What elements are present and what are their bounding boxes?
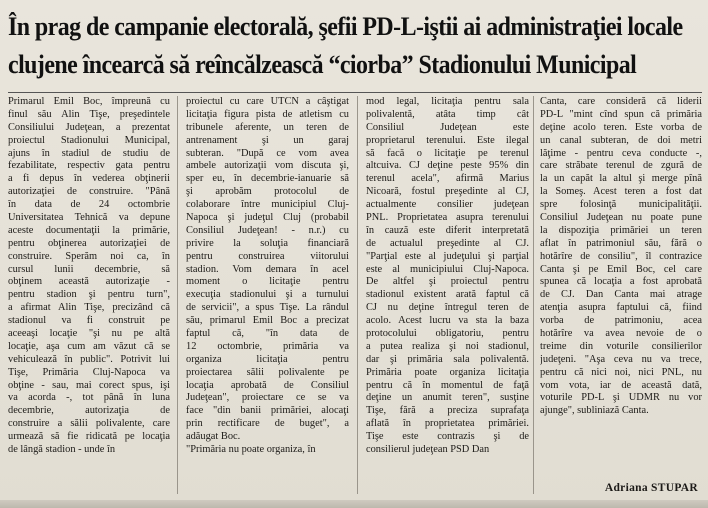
headline-line-1: În prag de campanie electorală, şefii PD-L-iştii ai administraţiei locale — [8, 12, 683, 41]
article-text-line: vom vota, iar de această dată, — [540, 379, 702, 391]
article-text-line: polivalentă, atâta timp cât — [366, 108, 529, 120]
article-text-line: pentru că nici noi, nici PNL, nu — [540, 366, 702, 378]
article-text-line: care străbate terenul de zgură de — [540, 160, 702, 172]
article-text-line: locaţia aprobată de Consiliul — [186, 379, 349, 391]
article-text-line: organiza licitaţia pentru — [186, 353, 349, 365]
article-text-line: la Someş. Acest teren a fost dat — [540, 186, 702, 198]
article-text-line: proiectul Stadionului Municipal, — [8, 134, 170, 146]
article-text-line: Consiliul Judeţean! - n.r.) cu — [186, 224, 349, 236]
article-text-line: adăugat Boc. — [186, 431, 241, 443]
article-text-line: De altfel şi proiectul pentru — [366, 276, 529, 288]
article-text-line: urmează să fie ridicată pe locaţia — [8, 431, 170, 443]
article-text-line: colaborare între municipiul Cluj- — [186, 199, 349, 211]
article-text-line: Consiliul Judeţean este — [366, 121, 529, 133]
article-headline — [8, 8, 683, 84]
article-text-line: a afirmat Alin Tişe, precizând că — [8, 302, 170, 314]
article-text-line: şi aprobăm protocolul de — [186, 186, 349, 198]
article-text-line: hotărîre de consiliu", îl contrazice — [540, 250, 702, 262]
article-text-line: la dispoziţia primăriei un teren — [540, 224, 702, 236]
article-text-line: lăţime - pentru ceva conducte -, — [540, 147, 702, 159]
article-text-line: Napoca şi judeţul Cluj (probabil — [186, 212, 349, 224]
article-text-line: va acorda -, tot până în luna — [8, 392, 170, 404]
article-text-line: cursul lunii decembrie, să — [8, 263, 170, 275]
article-text-line: "Parţial este al judeţului şi parţial — [366, 250, 529, 262]
article-text-line: pentru obţinerea autorizaţiei de — [8, 237, 170, 249]
article-text-line: protocolului obligatoriu, pentru — [366, 328, 529, 340]
article-text-line: de lângă stadion - unde în — [8, 444, 116, 456]
article-text-line: un canal subteran, de doi metri — [540, 134, 702, 146]
headline-line-2: clujene încearcă să reîncălzească “ciorba” Stadionului Municipal — [8, 50, 637, 79]
article-text-line: aflată în proprietatea primăriei. — [366, 418, 529, 430]
article-text-line: pentru construirea viitorului — [186, 250, 349, 262]
article-column-3 — [366, 96, 529, 457]
article-text-line: vorba de patrimoniu, acea — [540, 315, 702, 327]
article-text-line: PD-L "mint cînd spun că primăria — [540, 108, 702, 120]
article-text-line: a putea realiza şi noi stadionul, — [366, 340, 529, 352]
article-text-line: aceeaşi locaţie "şi nu pe altă — [8, 328, 170, 340]
article-text-line: autorizaţiei de construire. "Până — [8, 186, 170, 198]
article-text-line: prin rectificare de buget", a — [186, 418, 349, 430]
article-text-line: acolo. Acest lucru va sta la baza — [366, 315, 529, 327]
article-text-line: stadionul existent arată faptul că — [366, 289, 529, 301]
article-text-line: ajuns în stadiul de studiu de — [8, 147, 170, 159]
article-text-line: obţinem această autorizaţie - — [8, 276, 170, 288]
article-text-line: pentru stadion şi pentru turn", — [8, 289, 170, 301]
article-text-line: la un capăt la altul şi merge pînă — [540, 173, 702, 185]
article-text-line: voturile PD-L şi UDMR nu vor — [540, 392, 702, 404]
article-column-1 — [8, 96, 170, 457]
article-text-line: execuţia stadionului şi a turnului — [186, 289, 349, 301]
article-text-line: stadion. Vom demara în acel — [186, 263, 349, 275]
article-text-line: obţine - sau, mai corect spus, işi — [8, 379, 170, 391]
article-text-line: proprietarul terenului. Este ilegal — [366, 134, 529, 146]
article-text-line: a fi depus în vederea obţinerii — [8, 173, 170, 185]
article-text-line: Canta, care consideră că liderii — [540, 96, 702, 107]
article-text-line: ajunge", subliniază Canta. — [540, 405, 649, 417]
article-text-line: atenţia asupra faptului că, fiind — [540, 302, 702, 314]
article-text-line: "Primăria nu poate organiza, în — [186, 444, 316, 456]
column-divider — [357, 96, 358, 494]
article-text-line: ambele autorizaţii vom discuta şi, — [186, 160, 349, 172]
article-text-line: Nicoară, fostul preşedinte al CJ, — [366, 186, 529, 198]
article-text-line: moment o licitaţie pentru — [186, 276, 349, 288]
article-text-line: să facă o licitaţie pe terenul — [366, 147, 529, 159]
article-text-line: spre folosinţă municipalităţii. — [540, 199, 702, 211]
article-text-line: de actualul preşedinte al CJ. — [366, 237, 529, 249]
article-text-line: construire. Sperăm noi ca, în — [8, 250, 170, 262]
article-text-line: este al municipiului Cluj-Napoca. — [366, 263, 529, 275]
column-divider — [533, 96, 534, 494]
article-text-line: CJ nu deţine întregul teren de — [366, 302, 529, 314]
article-text-line: aflat în patrimoniul său, fără o — [540, 237, 702, 249]
article-text-line: proiectul cu care UTCN a câştigat — [186, 96, 349, 107]
article-text-line: Consiliul Judeţean nu poate pune — [540, 212, 702, 224]
article-text-line: subteran. "După ce vom avea — [186, 147, 349, 159]
article-text-line: fezabilitate, respectiv gata pentru — [8, 160, 170, 172]
article-column-4 — [540, 96, 702, 418]
article-text-line: în data de 24 octombrie — [8, 199, 170, 211]
article-text-line: licitaţia figura pista de atletism cu — [186, 108, 349, 120]
article-text-line: finul său Alin Tişe, preşedintele — [8, 108, 170, 120]
article-text-line: Primăria poate organiza licitaţia — [366, 366, 529, 378]
article-text-line: vehiculează în public". Potrivit lui — [8, 353, 170, 365]
article-text-line: tribunele aferente, un teren de — [186, 121, 349, 133]
article-text-line: mod legal, licitaţia pentru sala — [366, 96, 529, 107]
article-text-line: deţine acolo teren. Este vorba de — [540, 121, 702, 133]
article-text-line: de CJ. Dan Canta mai atrage — [540, 289, 702, 301]
article-text-line: consilierul judeţean PSD Dan — [366, 444, 490, 456]
article-text-line: deţine un anumit teren", susţine — [366, 392, 529, 404]
article-text-line: Tişe este contrazis şi de — [366, 431, 529, 443]
article-byline: Adriana STUPAR — [604, 482, 698, 494]
article-text-line: face "din banii primăriei, alocaţi — [186, 405, 349, 417]
article-text-line: antrenament şi un garaj — [186, 134, 349, 146]
article-text-line: actualmente consilier judeţean — [366, 199, 529, 211]
article-column-2 — [186, 96, 349, 457]
article-text-line: privire la soluţia financiară — [186, 237, 349, 249]
article-text-line: locaţie, aşa cum am văzut că se — [8, 340, 170, 352]
article-text-line: Canta şi pe Emil Boc, cel care — [540, 263, 702, 275]
article-text-line: decembrie, autorizaţia de — [8, 405, 170, 417]
article-text-line: construire a sălii polivalente, care — [8, 418, 170, 430]
article-text-line: de servicii", a spus Tişe. La rândul — [186, 302, 349, 314]
article-text-line: Judeţean", proiectare ce se va — [186, 392, 349, 404]
article-text-line: dar şi primăria sala polivalentă. — [366, 353, 529, 365]
article-text-line: Tişe, Primăria Cluj-Napoca va — [8, 366, 170, 378]
article-text-line: hotărîre va avea nevoie de o — [540, 328, 702, 340]
article-text-line: altcuiva. CJ deţine peste 95% din — [366, 160, 529, 172]
article-text-line: Universitatea Tehnică va depune — [8, 212, 170, 224]
article-text-line: faptul că, "în data de — [186, 328, 349, 340]
article-text-line: treime din voturile consilierilor — [540, 340, 702, 352]
column-divider — [177, 96, 178, 494]
page-edge — [0, 500, 708, 508]
article-text-line: proiectarea sălii polivalente pe — [186, 366, 349, 378]
article-text-line: Consiliului Judeţean, a prezentat — [8, 121, 170, 133]
article-text-line: spunea că locaţia a fost aprobată — [540, 276, 702, 288]
article-text-line: Primarul Emil Boc, împreună cu — [8, 96, 170, 107]
article-text-line: în cauză este diferit interpretată — [366, 224, 529, 236]
article-text-line: aceste documentaţii la primărie, — [8, 224, 170, 236]
article-text-line: sper eu, în decembrie-ianuarie să — [186, 173, 349, 185]
article-text-line: său, primarul Emil Boc a precizat — [186, 315, 349, 327]
article-text-line: stadionul va fi construit pe — [8, 315, 170, 327]
article-text-line: pentru că în momentul de faţă — [366, 379, 529, 391]
article-text-line: Tişe, fără a preciza suprafaţa — [366, 405, 529, 417]
article-text-line: 12 octombrie, primăria va — [186, 340, 349, 352]
headline-divider — [8, 92, 702, 93]
article-text-line: PNL. Proprietatea asupra terenului — [366, 212, 529, 224]
article-text-line: judeţeni. "Aşa ceva nu va trece, — [540, 353, 702, 365]
article-text-line: terenul acela", afirmă Marius — [366, 173, 529, 185]
